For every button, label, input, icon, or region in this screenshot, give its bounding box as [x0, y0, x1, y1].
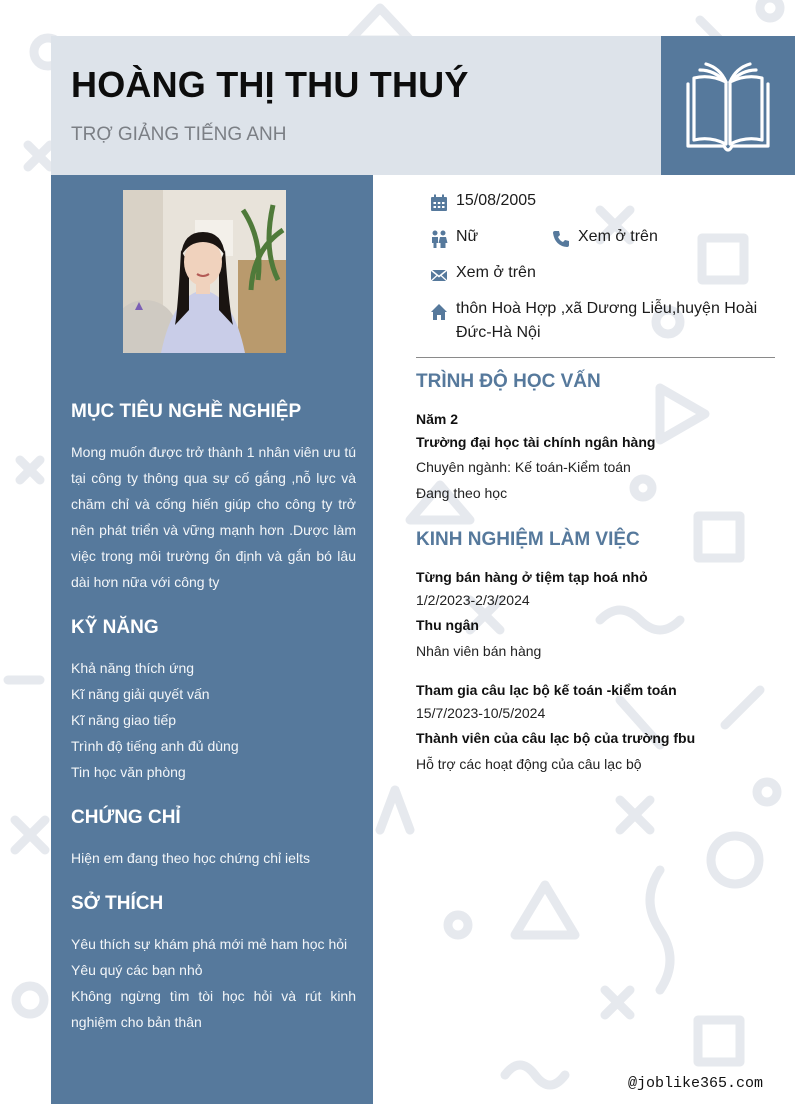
education-school: Trường đại học tài chính ngân hàng	[416, 434, 656, 450]
skills-title: KỸ NĂNG	[71, 617, 159, 638]
objective-section	[71, 401, 356, 595]
phone-value: Xem ở trên	[578, 228, 658, 245]
job-desc: Hỗ trợ các hoạt động của câu lạc bộ	[416, 756, 642, 772]
watermark: @joblike365.com	[628, 1075, 764, 1092]
email-row	[430, 264, 536, 284]
skill-item: Khả năng thích ứng	[71, 660, 195, 676]
dob-row	[430, 192, 536, 212]
hobbies-title: SỞ THÍCH	[71, 893, 164, 914]
certificates-section	[71, 807, 356, 871]
dob-value: 15/08/2005	[456, 192, 537, 209]
gender-row	[430, 228, 478, 248]
phone-row	[552, 228, 658, 248]
job-period: 1/2/2023-2/3/2024	[416, 592, 530, 608]
job-role: Thu ngân	[416, 617, 479, 633]
skill-item: Kĩ năng giải quyết vấn	[71, 686, 210, 702]
home-icon	[430, 303, 448, 321]
job-role: Thành viên của câu lạc bộ của trường fbu	[416, 730, 696, 746]
experience-title: KINH NGHIỆM LÀM VIỆC	[416, 529, 640, 550]
sidebar	[51, 175, 373, 1104]
hobbies-section	[71, 893, 356, 1035]
header	[51, 36, 661, 175]
phone-icon	[552, 230, 570, 248]
job-title: TRỢ GIẢNG TIẾNG ANH	[71, 124, 287, 145]
education-status: Đang theo học	[416, 485, 508, 501]
calendar-icon	[430, 194, 448, 212]
hobby-item: Không ngừng tìm tòi học hỏi và rút kinh nghiệm cho bản thân	[71, 988, 356, 1030]
objective-title: MỤC TIÊU NGHỀ NGHIỆP	[71, 401, 302, 422]
hobby-item: Yêu thích sự khám phá mới mẻ ham học hỏi	[71, 936, 348, 952]
gender-icon	[430, 230, 448, 248]
profile-photo	[123, 190, 286, 353]
logo-box	[661, 36, 795, 175]
objective-text: Mong muốn được trở thành 1 nhân viên ưu tú tại công ty thông qua sự cố gắng ,nỗ lực và chăm chỉ và cống hiến giúp cho công ty trở nên phát triển và vững mạnh hơn .Dược làm việc trong môi trường ổn định và gắn bó lâu dài hơn nữa với công ty	[71, 444, 356, 590]
job-period: 15/7/2023-10/5/2024	[416, 705, 546, 721]
address-row	[430, 300, 760, 345]
education-title: TRÌNH ĐỘ HỌC VẤN	[416, 371, 601, 392]
email-value: Xem ở trên	[456, 264, 536, 281]
skill-item: Trình độ tiếng anh đủ dùng	[71, 738, 239, 754]
job-org: Từng bán hàng ở tiệm tạp hoá nhỏ	[416, 569, 648, 585]
job-org: Tham gia câu lạc bộ kế toán -kiểm toán	[416, 682, 677, 698]
address-value: thôn Hoà Hợp ,xã Dương Liễu,huyện Hoài Đức-Hà Nội	[456, 300, 758, 341]
certificate-item: Hiện em đang theo học chứng chỉ ielts	[71, 850, 310, 866]
envelope-icon	[430, 266, 448, 284]
skill-item: Tin học văn phòng	[71, 764, 186, 780]
certificates-title: CHỨNG CHỈ	[71, 807, 181, 828]
hobby-item: Yêu quý các bạn nhỏ	[71, 962, 203, 978]
education-year: Năm 2	[416, 411, 459, 427]
candidate-name: HOÀNG THỊ THU THUÝ	[71, 64, 469, 105]
open-book-icon	[680, 58, 776, 154]
education-major: Chuyên ngành: Kế toán-Kiểm toán	[416, 459, 631, 475]
skills-section	[71, 617, 356, 785]
divider	[416, 357, 775, 358]
skill-item: Kĩ năng giao tiếp	[71, 712, 177, 728]
gender-value: Nữ	[456, 228, 479, 245]
job-desc: Nhân viên bán hàng	[416, 643, 542, 659]
